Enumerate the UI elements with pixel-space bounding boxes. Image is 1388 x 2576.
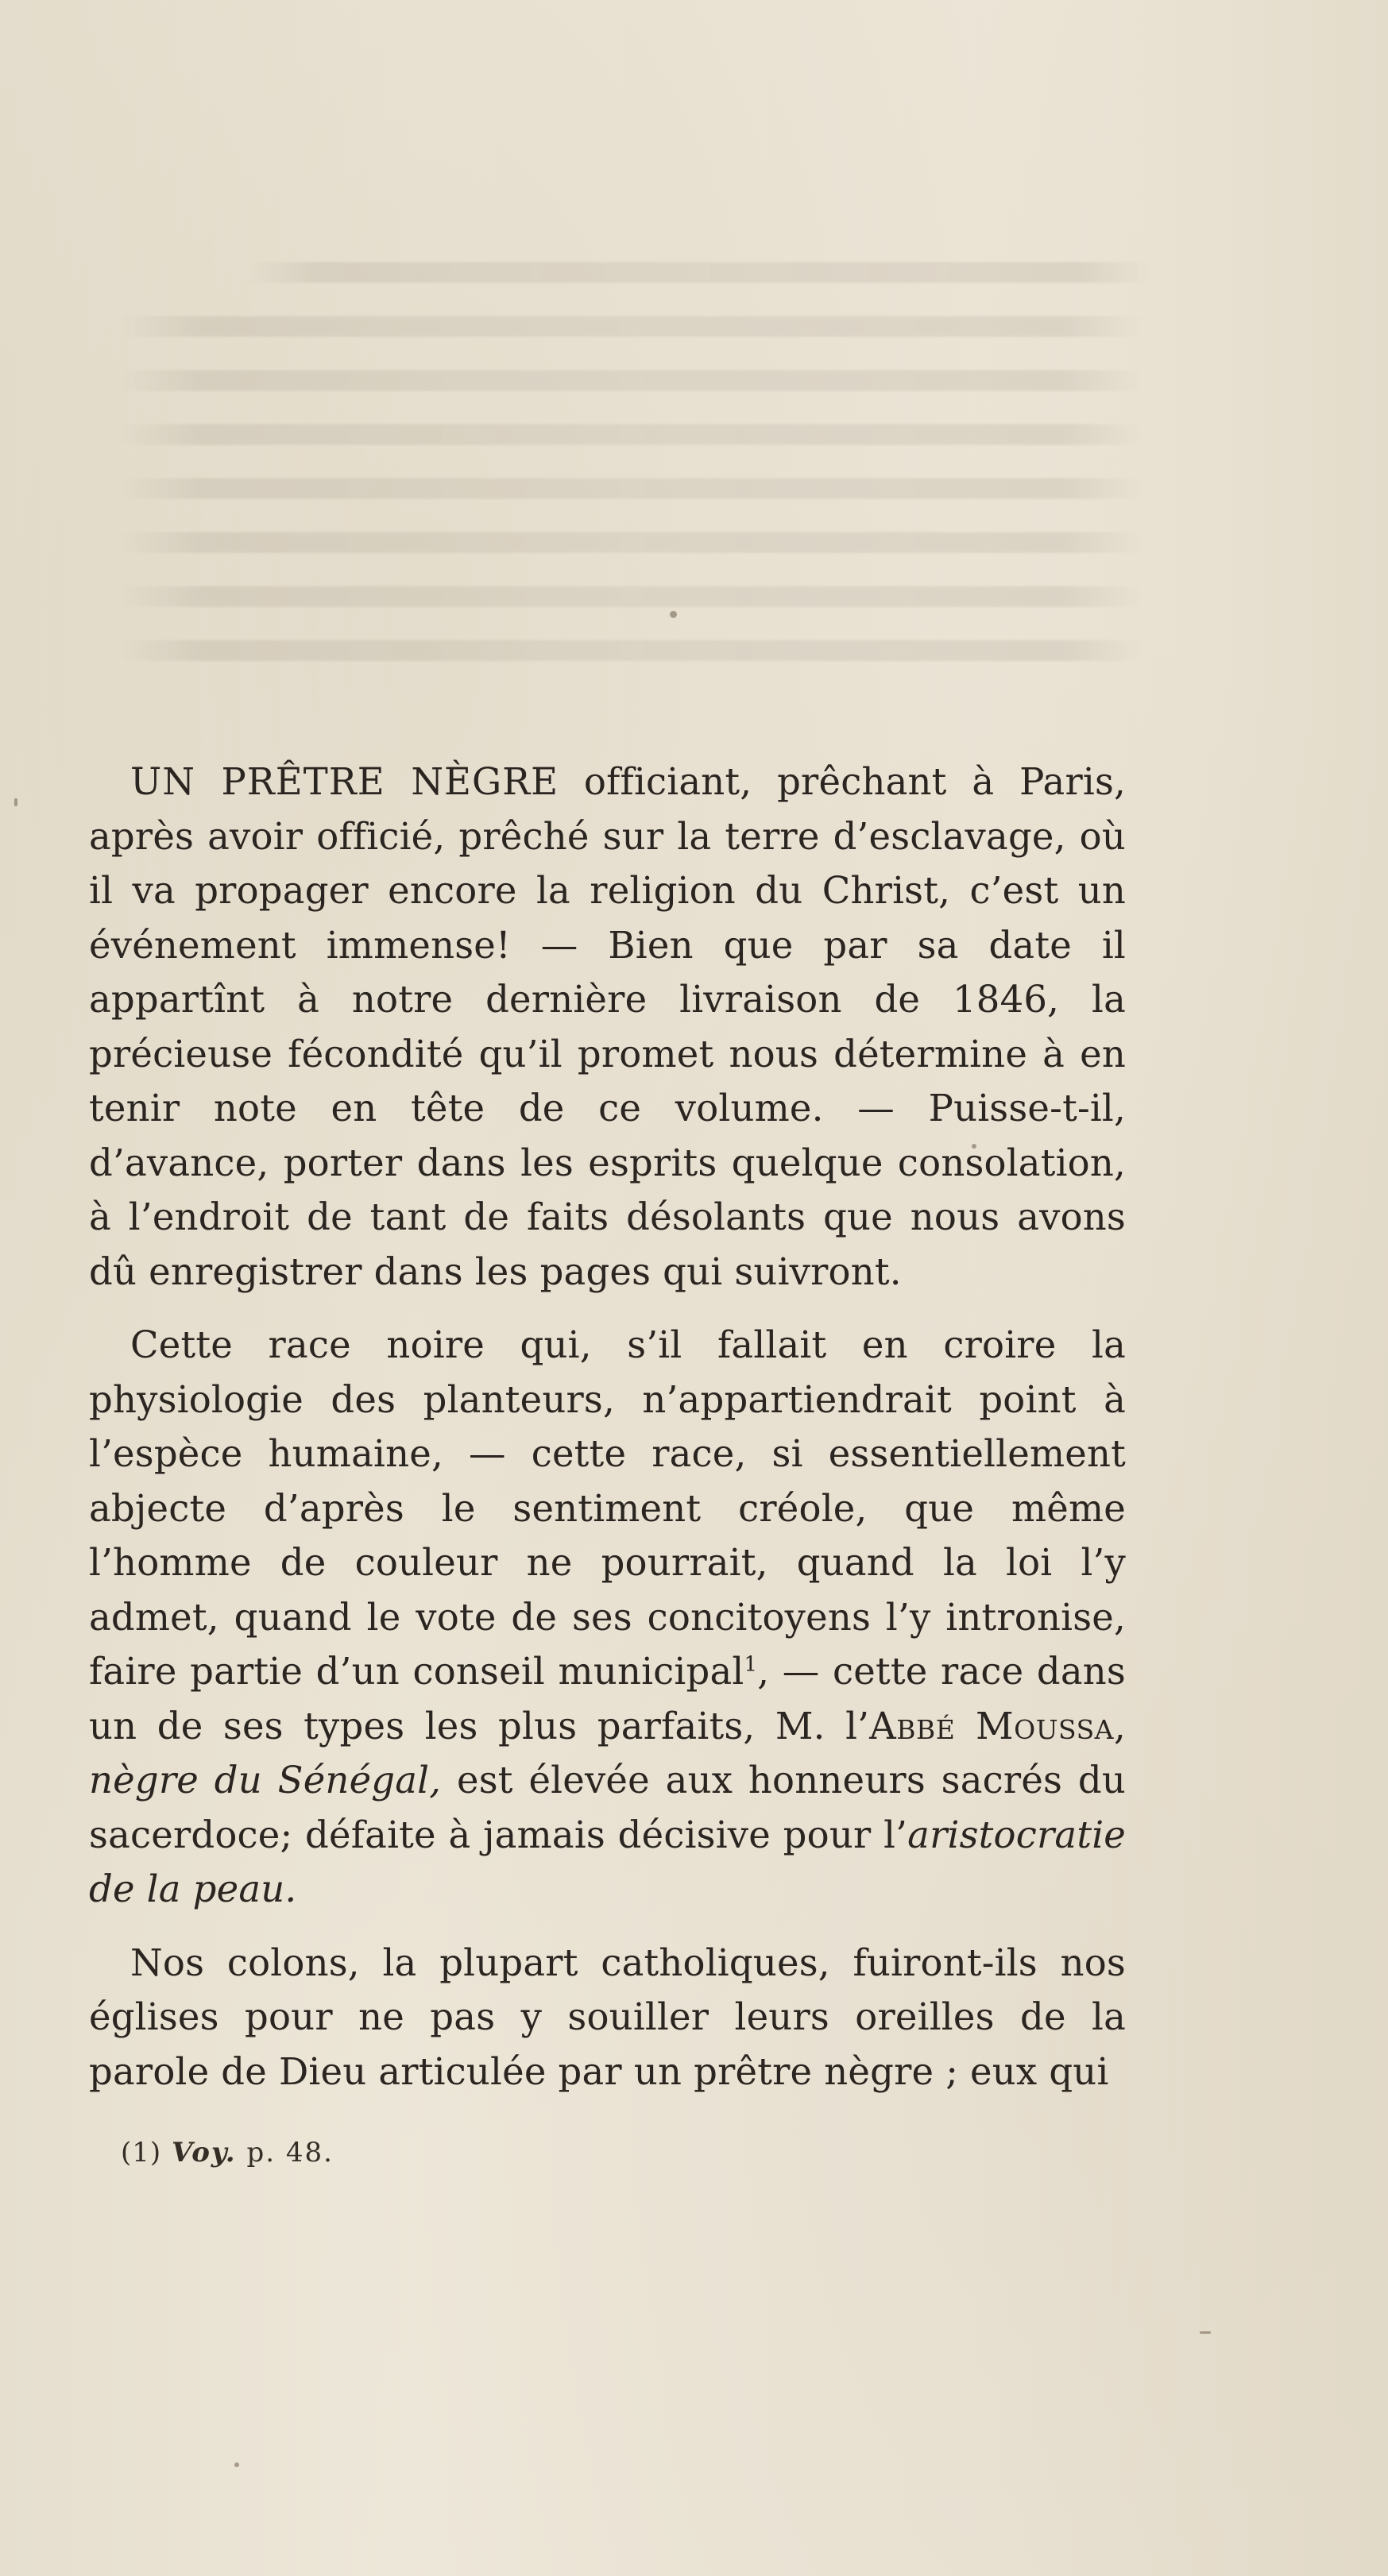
verso-bleed-through xyxy=(119,262,1152,707)
person-name: Abbé Moussa xyxy=(869,1704,1115,1748)
paragraph-text: officiant, prêchant à Paris, après avoir officié, prêché sur la terre d’esclavage, où il va propager encore la religion du Christ, c’est un événement immense! — Bien que par sa date il appartînt à notre dernière livraison de 1846, la précieuse fécondité qu’il promet nous détermine à en tenir note en tête de ce volume. — Puisse-t-il, d’avance, porter dans les esprits quelque consolation, à l’endroit de tant de faits désolants que nous avons dû enregistrer dans les pages qui suivront. xyxy=(89,760,1127,1293)
footnote-reference-word: Voy. xyxy=(171,2137,237,2169)
paper-speck xyxy=(14,798,17,806)
paper-speck xyxy=(670,611,677,618)
italic-phrase: nègre du Sénégal, xyxy=(89,1759,442,1802)
paper-speck xyxy=(234,2462,239,2467)
footnote-marker: (1) xyxy=(121,2137,162,2169)
footnote xyxy=(121,2137,334,2169)
paragraph-text: , xyxy=(1114,1704,1126,1748)
paragraph-text: est élevée aux honneurs sacrés du sacerdoce; défaite à jamais décisive pour l’ xyxy=(89,1759,1127,1856)
footnote-reference: 1 xyxy=(744,1652,758,1677)
paragraph-text: Cette race noire qui, s’il fallait en croire la physiologie des planteurs, n’appartiendrait point à l’espèce humaine, — cette race, si essentiellement abjecte d’après le sentiment créole, que même l’homme de couleur ne pourrait, quand la loi l’y admet, quand le vote de ses concitoyens l’y intronise, faire partie d’un conseil municipal xyxy=(89,1323,1126,1693)
italic-phrase: aristocratie de la peau. xyxy=(89,1813,1126,1910)
paragraph-1 xyxy=(89,755,1126,1299)
paper-speck xyxy=(1200,2331,1211,2334)
paragraph-3 xyxy=(89,1936,1126,2099)
body-text xyxy=(89,755,1126,2099)
opening-words: UN PRÊTRE NÈGRE xyxy=(130,760,559,803)
footnote-text: p. 48. xyxy=(246,2137,334,2169)
paragraph-text: , — cette race dans un de ses types les plus parfaits, M. l’ xyxy=(89,1650,1126,1748)
paragraph-text: Nos colons, la plupart catholiques, fuiront-ils nos églises pour ne pas y souiller leurs oreilles de la parole de Dieu articulée par un prêtre nègre ; eux qui xyxy=(89,1941,1126,2093)
paragraph-2 xyxy=(89,1318,1126,1917)
